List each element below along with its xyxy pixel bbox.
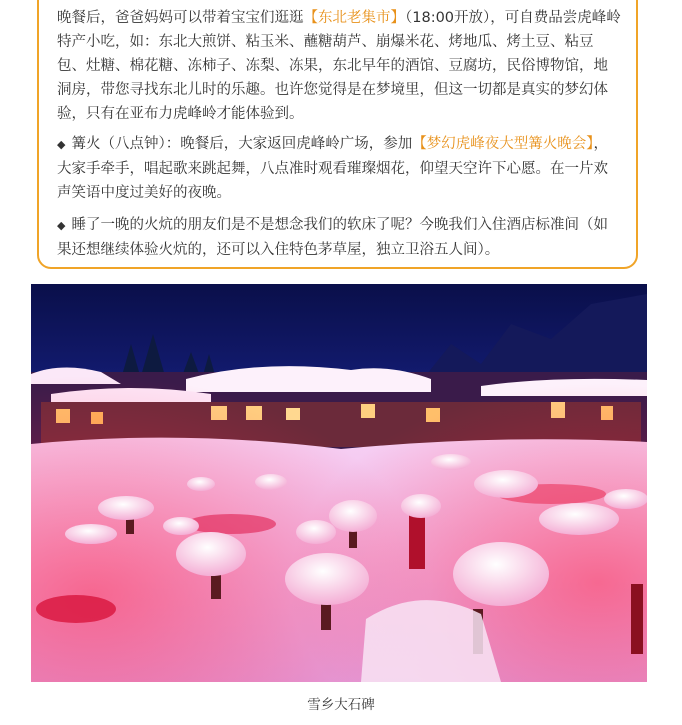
dinner-market-paragraph xyxy=(57,6,622,126)
bonfire-highlight: 【梦幻虎峰夜大型篝火晚会】 xyxy=(412,136,594,152)
bonfire-text: 篝火（八点钟）：晚餐后，大家返回虎峰岭广场，参加 xyxy=(71,136,413,152)
bonfire-text-continued: ，大家手牵手，唱起歌来跳起舞，八点准时观看璀璨烟花，仰望天空许下心愿。在一片欢声笑语中度过美好的夜晚。 xyxy=(57,136,608,201)
market-highlight: 【东北老集市】 xyxy=(303,10,405,26)
bullet-diamond-icon: ◆ xyxy=(57,138,66,151)
hotel-paragraph xyxy=(57,213,622,262)
bonfire-paragraph xyxy=(57,132,622,205)
bullet-diamond-icon: ◆ xyxy=(57,219,66,232)
intro-text: 晚餐后，爸爸妈妈可以带着宝宝们逛逛 xyxy=(57,10,304,26)
intro-text-continued: （18:00开放），可自费品尝虎峰岭特产小吃，如：东北大煎饼、粘玉米、蘸糖葫芦、崩爆米花、烤地瓜、烤土豆、粘豆包、灶糖、棉花糖、冻柿子、冻梨、冻果，东北早年的酒馆、豆腐坊，民俗博物馆，地洞房，带您寻找东北儿时的乐趣。也许您觉得是在梦境里，但这一切都是真实的梦幻体验，只有在亚布力虎峰岭才能体验到。 xyxy=(57,10,621,122)
snow-town-photo xyxy=(31,284,647,682)
hotel-text: 睡了一晚的火炕的朋友们是不是想念我们的软床了呢？今晚我们入住酒店标准间（如果还想继续体验火炕的，还可以入住特色茅草屋，独立卫浴五人间）。 xyxy=(57,217,608,258)
photo-caption: 雪乡大石碑 xyxy=(307,697,375,713)
